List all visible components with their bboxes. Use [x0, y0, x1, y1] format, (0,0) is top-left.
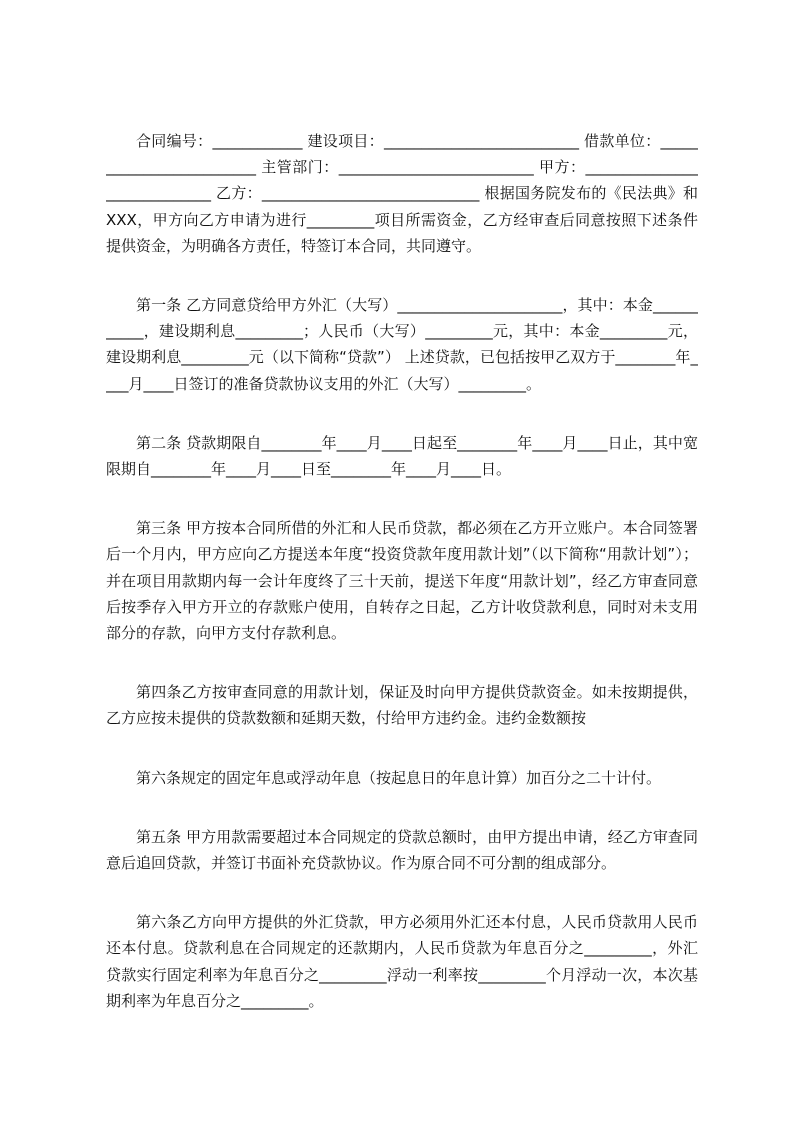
paragraph-spacer: [106, 876, 698, 909]
article-4-continuation: 第六条规定的固定年息或浮动年息（按起息日的年息计算）加百分之二十计付。: [136, 768, 662, 787]
article-6: 第六条乙方向甲方提供的外汇贷款，甲方必须用外汇还本付息，人民币贷款用人民币还本付息。贷款利息在合同规定的还款期内，人民币贷款为年息百分之_________，外汇贷款实行固定利率为年息百分之_________浮动一利率按_________个月浮动一次，本次基期利率为年息百分之_________。: [106, 913, 698, 1010]
article-4: 第四条乙方按审查同意的用款计划，保证及时向甲方提供贷款资金。如未按期提供，乙方应按未提供的贷款数额和延期天数，付给甲方违约金。违约金数额按: [106, 683, 698, 728]
article-5: 第五条 甲方用款需要超过本合同规定的贷款总额时，由甲方提出申请，经乙方审查同意后追回贷款，并签订书面补充贷款协议。作为原合同不可分割的组成部分。: [106, 827, 698, 873]
contract-document: [106, 128, 698, 1108]
contract-preamble: 合同编号：____________ 建设项目：__________________________ 借款单位：_________________________ 主管部门：__________________________ 甲方：_____________________________ 乙方：_____________________________ 根据国务院发布的《民法典》和XXX，甲方向乙方申请为进行_________项目所需资金，乙方经审查后同意按照下述条件提供资金，为明确各方责任，特签订本合同，共同遵守。: [106, 132, 698, 255]
article-3: 第三条 甲方按本合同所借的外汇和人民币贷款，都必须在乙方开立账户。本合同签署后一个月内，甲方应向乙方提送本年度“投资贷款年度用款计划”（以下简称“用款计划”）；并在项目用款期内每一会计年度终了三十天前，提送下年度“用款计划”，经乙方审查同意后按季存入甲方开立的存款账户使用，自转存之日起，乙方计收贷款利息，同时对未支用部分的存款，向甲方支付存款利息。: [106, 519, 698, 643]
article-1: 第一条 乙方同意贷给甲方外汇（大写）______________________，其中：本金___________，建设期利息_________；人民币（大写）_________元，其中：本金_________元，建设期利息_________元（以下简称“贷款”） 上述贷款，已包括按甲乙双方于________年____月____日签订的准备贷款协议支用的外汇（大写）_________。: [106, 296, 698, 393]
paragraph-spacer: [106, 482, 698, 515]
paragraph-spacer: [106, 791, 698, 824]
paragraph-spacer: [106, 259, 698, 292]
paragraph-spacer: [106, 646, 698, 679]
article-2: 第二条 贷款期限自________年____月____日起至________年____月____日止，其中宽限期自________年____月____日至________年____月____日。: [106, 433, 698, 479]
paragraph-spacer: [106, 732, 698, 765]
paragraph-spacer: [106, 397, 698, 430]
